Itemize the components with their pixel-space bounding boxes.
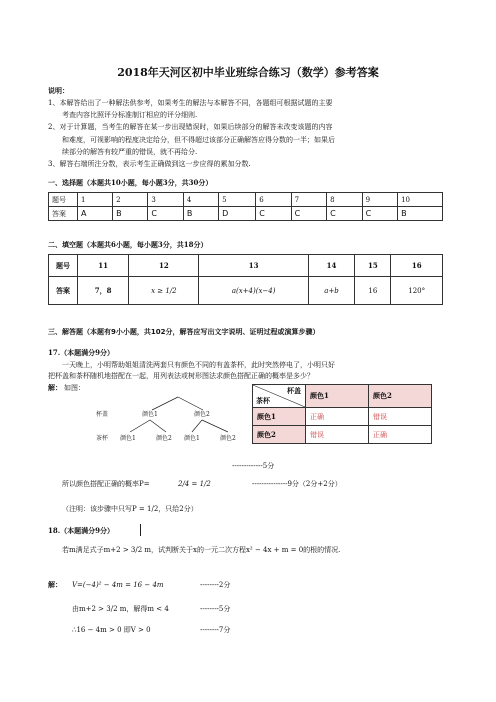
- section-heading: 二、填空题（本题共6小题，每小题3分，共18分）: [48, 240, 208, 249]
- tree-branch: [178, 397, 203, 410]
- table-cell: 13: [199, 255, 308, 277]
- question-text: 若m满足式子m+2 > 3/2 m，试判断关于x的一元二次方程x² − 4x + m = 0的根的情况.: [62, 546, 341, 554]
- tree-node: 颜色2: [194, 411, 210, 418]
- question-heading: 18.（本题满分9分）: [48, 526, 115, 535]
- table-row-label: 颜色1: [253, 408, 306, 426]
- score-mark: -------------5分: [232, 462, 275, 470]
- table-cell: 16: [391, 255, 443, 277]
- table-cell: 3: [148, 193, 183, 207]
- tree-branch: [130, 420, 150, 432]
- note-line: 1、本解答给出了一种解法供参考，如果考生的解法与本解答不同，各题组可根据试题的主要: [48, 99, 333, 107]
- table-cell: 6: [256, 193, 291, 207]
- table-cell: C: [362, 207, 397, 221]
- table-cell: B: [398, 207, 443, 221]
- note-line: 3、解答右端所注分数，表示考生正确做到这一步应得的累加分数.: [48, 160, 251, 168]
- table-cell: 11: [78, 255, 129, 277]
- tree-leaf: 颜色1: [184, 435, 200, 442]
- table-cell: 2: [113, 193, 148, 207]
- table-cell: 8: [327, 193, 362, 207]
- table-cell: 错误: [369, 408, 432, 426]
- tree-leaf: 颜色1: [120, 435, 136, 442]
- tree-leaf: 颜色2: [220, 435, 236, 442]
- tree-branch: [152, 397, 178, 410]
- table-cell: 错误: [306, 426, 369, 444]
- table-cell: 7，8: [78, 277, 129, 305]
- row-label: 题号: [49, 255, 78, 277]
- table-cell: 正确: [306, 408, 369, 426]
- page-title: 2018年天河区初中毕业班综合练习（数学）参考答案: [117, 66, 379, 79]
- table-header: 颜色1: [306, 385, 369, 408]
- corner-bottom-label: 茶杯: [256, 396, 270, 405]
- tree-diagram: [60, 392, 250, 450]
- table-cell: x ≥ 1/2: [129, 277, 199, 305]
- solution-line: 由m+2 > 3/2 m，解得m < 4: [72, 605, 169, 613]
- tree-branch: [150, 420, 166, 432]
- row-label: 题号: [49, 193, 78, 207]
- corner-top-label: 杯盖: [287, 386, 301, 395]
- question-text: 把杯盖和茶杯随机地搭配在一起，用列表法或树形图法求颜色搭配正确的概率是多少？: [48, 372, 314, 380]
- table-cell: 10: [398, 193, 443, 207]
- section-heading: 三、解答题（本题有9小小题，共102分，解答应写出文字说明、证明过程或演算步骤）: [48, 328, 320, 336]
- table-corner: [253, 385, 306, 408]
- color-match-table: [252, 384, 432, 444]
- solution-text: 如图：: [64, 384, 85, 392]
- tree-branch: [202, 420, 228, 432]
- note-line: 续部分的解答有较严重的错误，就不再给分.: [62, 148, 198, 156]
- tree-label-cup: 茶杯: [96, 435, 109, 442]
- table-cell: 4: [183, 193, 218, 207]
- probability-expression: 2/4 = 1/2: [178, 480, 211, 488]
- tree-leaf: 颜色2: [156, 435, 172, 442]
- note-line: 2、对于计算题，当考生的解答在某一步出现错误时，如果后续部分的解答未改变该题的内容: [48, 123, 333, 131]
- table-cell: 12: [129, 255, 199, 277]
- table-cell: 9: [362, 193, 397, 207]
- solution-label: 解：: [48, 580, 62, 589]
- tree-label-lid: 杯盖: [96, 411, 109, 418]
- table-cell: 15: [355, 255, 391, 277]
- score-mark: --------2分: [200, 581, 231, 589]
- table-cell: A: [78, 207, 113, 221]
- row-label: 答案: [49, 277, 78, 305]
- table-cell: 正确: [369, 426, 432, 444]
- table-cell: 7: [291, 193, 326, 207]
- question-text: 一天晚上，小明帮助姐姐清洗两套只有颜色不同的有盖茶杯，此时突然停电了，小明只好: [62, 361, 335, 369]
- question-heading: 17.（本题满分9分）: [48, 348, 115, 357]
- score-mark: --------7分: [200, 626, 231, 634]
- score-mark: ---------------9分（2分+2分）: [252, 480, 342, 488]
- table-cell: a(x+4)(x−4): [199, 277, 308, 305]
- note-text: （注明：该步骤中只写P = 1/2，只给2分）: [62, 505, 198, 513]
- table-cell: a+b: [308, 277, 354, 305]
- note-line: 和难度，可视影响的程度决定给分，但不得超过该部分正确解答应得分数的一半；如果后: [62, 136, 335, 144]
- text-cursor: [140, 524, 141, 536]
- row-label: 答案: [49, 207, 78, 221]
- note-line: 考查内容比照评分标准制订相应的评分细则.: [62, 111, 198, 119]
- table-cell: 1: [78, 193, 113, 207]
- fill-answer-table: [48, 254, 443, 305]
- table-cell: C: [148, 207, 183, 221]
- table-cell: C: [256, 207, 291, 221]
- table-cell: C: [327, 207, 362, 221]
- table-cell: 14: [308, 255, 354, 277]
- notes-heading: 说明：: [48, 86, 69, 95]
- tree-node: 颜色1: [142, 411, 158, 418]
- probability-text: 所以颜色搭配正确的概率P=: [62, 480, 150, 488]
- table-cell: B: [113, 207, 148, 221]
- tree-branch: [192, 420, 202, 432]
- table-row-label: 颜色2: [253, 426, 306, 444]
- table-cell: D: [219, 207, 256, 221]
- solution-line: V=(−4)² − 4m = 16 − 4m: [72, 581, 164, 589]
- table-cell: 120°: [391, 277, 443, 305]
- table-cell: C: [291, 207, 326, 221]
- table-cell: B: [183, 207, 218, 221]
- table-header: 颜色2: [369, 385, 432, 408]
- table-cell: 16: [355, 277, 391, 305]
- section-heading: 一、选择题（本题共10小题，每小题3分，共30分）: [48, 178, 213, 187]
- choice-answer-table: [48, 192, 443, 221]
- table-cell: 5: [219, 193, 256, 207]
- solution-label: 解：: [48, 383, 62, 392]
- score-mark: --------5分: [200, 605, 231, 613]
- solution-line: ∴16 − 4m > 0 即V > 0: [72, 626, 151, 634]
